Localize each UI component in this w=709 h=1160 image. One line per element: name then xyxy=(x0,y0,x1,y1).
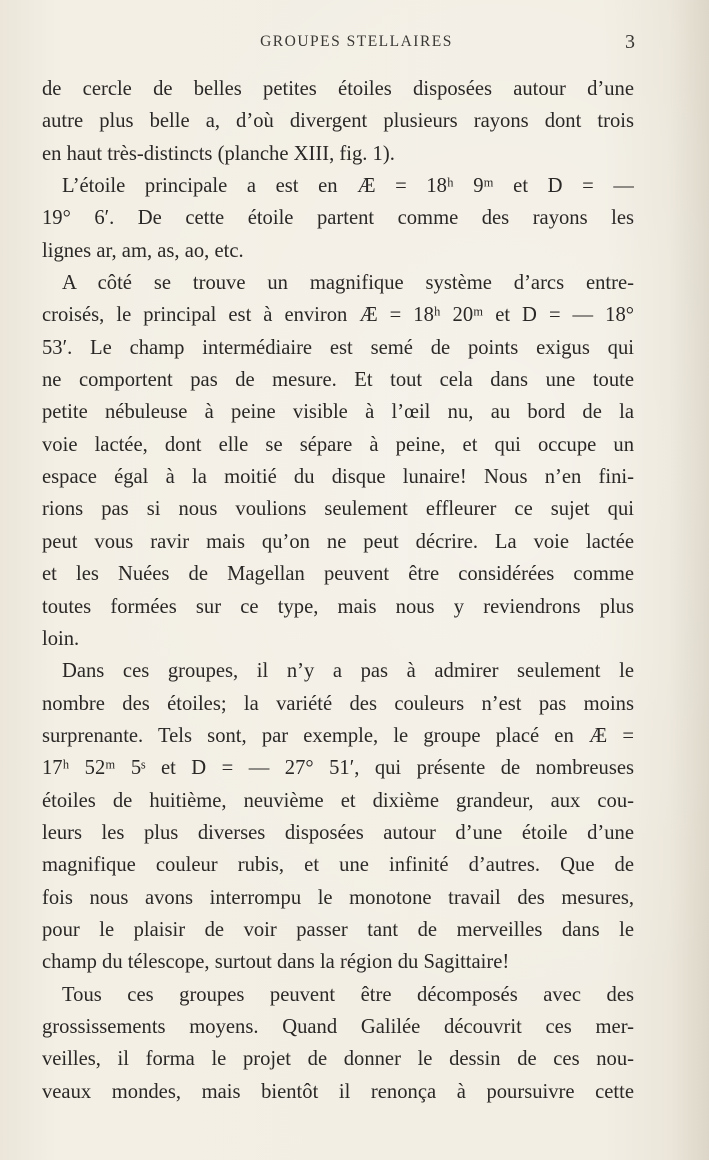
text-line: de cercle de belles petites étoiles disposées autour d’une xyxy=(42,78,634,100)
text-line: croisés, le principal est à environ Æ = 18ʰ 20ᵐ et D = — 18° xyxy=(42,304,634,327)
text-line: petite nébuleuse à peine visible à l’œil nu, au bord de la xyxy=(42,401,634,424)
text-line: champ du télescope, surtout dans la région du Sagittaire! xyxy=(42,951,510,974)
text-line: ne comportent pas de mesure. Et tout cela dans une toute xyxy=(42,369,634,392)
text-line: toutes formées sur ce type, mais nous y reviendrons plus xyxy=(42,595,634,618)
text-line: surprenante. Tels sont, par exemple, le groupe placé en Æ = xyxy=(42,724,634,747)
text-line: Tous ces groupes peuvent être décomposés avec des xyxy=(62,983,634,1006)
text-line: fois nous avons interrompu le monotone travail des mesures, xyxy=(42,886,634,909)
page-number: 3 xyxy=(625,31,635,53)
text-line: Dans ces groupes, il n’y a pas à admirer seulement le xyxy=(62,660,634,683)
page-edge-shadow xyxy=(669,0,709,1160)
text-line: 17ʰ 52ᵐ 5ˢ et D = — 27° 51′, qui présente de nombreuses xyxy=(42,757,634,780)
running-head xyxy=(0,31,709,55)
text-line: autre plus belle a, d’où divergent plusieurs rayons dont trois xyxy=(42,110,634,133)
text-line: L’étoile principale a est en Æ = 18ʰ 9ᵐ et D = — xyxy=(62,175,634,198)
text-line: A côté se trouve un magnifique système d’arcs entre- xyxy=(62,272,634,295)
text-line: loin. xyxy=(42,627,80,650)
body-text xyxy=(42,73,634,1108)
text-line: en haut très-distincts (planche XIII, fig. 1). xyxy=(42,142,395,165)
text-line: veaux mondes, mais bientôt il renonça à poursuivre cette xyxy=(42,1080,634,1103)
text-line: voie lactée, dont elle se sépare à peine, et qui occupe un xyxy=(42,433,634,456)
text-line: 19° 6′. De cette étoile partent comme des rayons les xyxy=(42,207,634,230)
text-line: peut vous ravir mais qu’on ne peut décrire. La voie lactée xyxy=(42,530,634,553)
text-line: espace égal à la moitié du disque lunaire! Nous n’en fini- xyxy=(42,466,634,489)
text-line: étoiles de huitième, neuvième et dixième grandeur, aux cou- xyxy=(42,789,634,812)
text-line: et les Nuées de Magellan peuvent être considérées comme xyxy=(42,563,634,586)
text-line: pour le plaisir de voir passer tant de merveilles dans le xyxy=(42,918,634,941)
text-line: lignes ar, am, as, ao, etc. xyxy=(42,239,244,262)
text-line: leurs les plus diverses disposées autour d’une étoile d’une xyxy=(42,821,634,844)
text-line: nombre des étoiles; la variété des couleurs n’est pas moins xyxy=(42,692,634,715)
text-line: rions pas si nous voulions seulement effleurer ce sujet qui xyxy=(42,498,634,521)
running-title: GROUPES STELLAIRES xyxy=(260,33,453,50)
text-line: grossissements moyens. Quand Galilée découvrit ces mer- xyxy=(42,1015,634,1038)
text-line: 53′. Le champ intermédiaire est semé de points exigus qui xyxy=(42,336,634,359)
text-line: magnifique couleur rubis, et une infinité d’autres. Que de xyxy=(42,854,634,877)
text-line: veilles, il forma le projet de donner le dessin de ces nou- xyxy=(42,1048,634,1071)
